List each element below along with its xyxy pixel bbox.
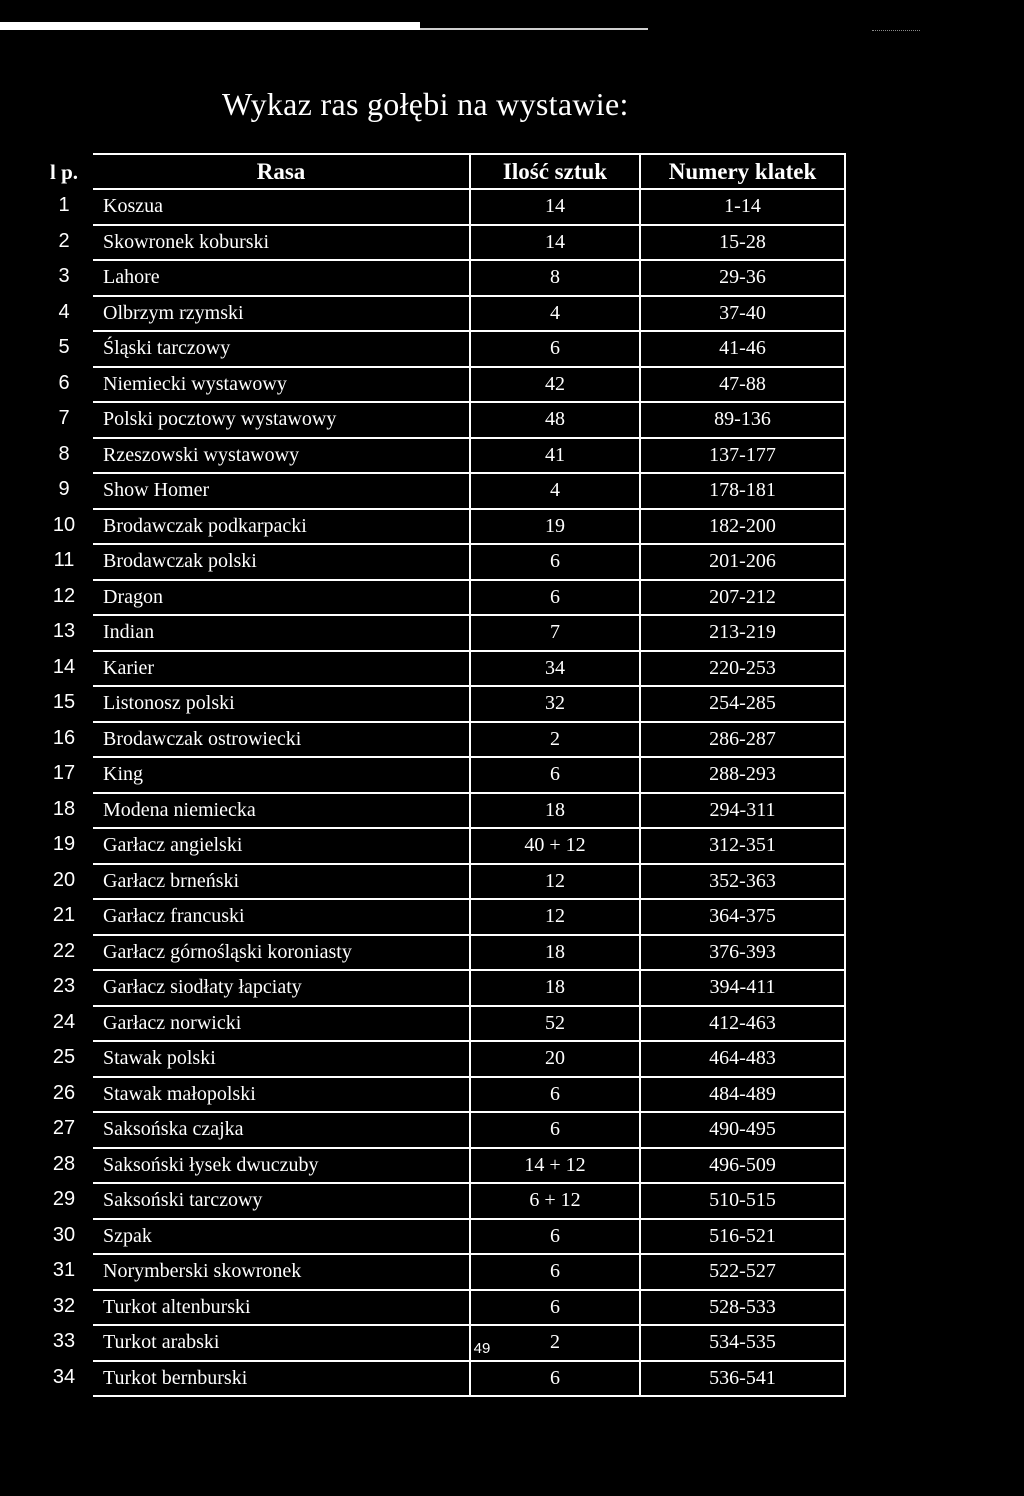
table-row — [93, 616, 844, 652]
table-body — [93, 190, 844, 1395]
cell-lp: 11 — [53, 549, 75, 572]
cell-ilosc: 6 — [469, 1291, 639, 1325]
cell-ilosc: 14 — [469, 226, 639, 260]
table-row — [93, 1291, 844, 1327]
cell-ilosc: 6 — [469, 758, 639, 792]
cell-rasa: Lahore — [103, 266, 160, 289]
cell-rasa: Brodawczak polski — [103, 550, 257, 573]
cell-ilosc: 4 — [469, 297, 639, 331]
cell-rasa: Garłacz norwicki — [103, 1011, 242, 1034]
table-row — [93, 1042, 844, 1078]
cell-lp: 23 — [52, 975, 76, 998]
cell-numery: 364-375 — [639, 900, 844, 934]
cell-rasa: King — [103, 763, 143, 786]
table-header-row — [93, 155, 844, 190]
cell-lp: 15 — [52, 691, 76, 714]
cell-rasa: Garłacz górnośląski koroniasty — [103, 940, 352, 963]
cell-ilosc: 6 — [469, 1255, 639, 1289]
table-row — [93, 687, 844, 723]
cell-rasa: Niemiecki wystawowy — [103, 372, 287, 395]
cell-lp: 27 — [52, 1117, 76, 1140]
table-row — [93, 1007, 844, 1043]
cell-lp: 19 — [52, 833, 76, 856]
cell-lp: 17 — [52, 762, 76, 785]
cell-numery: 15-28 — [639, 226, 844, 260]
cell-numery: 294-311 — [639, 794, 844, 828]
cell-lp: 12 — [52, 584, 76, 607]
cell-lp: 22 — [52, 939, 76, 962]
table-row — [93, 261, 844, 297]
cell-rasa: Stawak małopolski — [103, 1082, 256, 1105]
cell-ilosc: 20 — [469, 1042, 639, 1076]
cell-rasa: Modena niemiecka — [103, 798, 256, 821]
cell-numery: 536-541 — [639, 1362, 844, 1396]
table-row — [93, 829, 844, 865]
cell-rasa: Brodawczak ostrowiecki — [103, 727, 302, 750]
table-row — [93, 332, 844, 368]
cell-ilosc: 18 — [469, 794, 639, 828]
cell-ilosc: 42 — [469, 368, 639, 402]
table-row — [93, 723, 844, 759]
cell-lp: 29 — [52, 1188, 76, 1211]
cell-numery: 182-200 — [639, 510, 844, 544]
cell-rasa: Polski pocztowy wystawowy — [103, 408, 337, 431]
cell-rasa: Brodawczak podkarpacki — [103, 514, 307, 537]
cell-lp: 16 — [52, 726, 76, 749]
cell-numery: 412-463 — [639, 1007, 844, 1041]
cell-lp: 26 — [52, 1081, 76, 1104]
cell-numery: 464-483 — [639, 1042, 844, 1076]
cell-rasa: Garłacz siodłaty łapciaty — [103, 976, 302, 999]
cell-lp: 20 — [52, 868, 76, 891]
cell-rasa: Show Homer — [103, 479, 210, 502]
cell-rasa: Indian — [103, 621, 155, 644]
cell-lp: 24 — [52, 1010, 76, 1033]
cell-numery: 47-88 — [639, 368, 844, 402]
table-row — [93, 1220, 844, 1256]
table-row — [93, 439, 844, 475]
cell-ilosc: 34 — [469, 652, 639, 686]
cell-rasa: Skowronek koburski — [103, 230, 270, 253]
cell-lp: 30 — [52, 1223, 76, 1246]
table-row — [93, 1078, 844, 1114]
table-row — [93, 865, 844, 901]
cell-rasa: Śląski tarczowy — [103, 337, 231, 360]
cell-numery: 516-521 — [639, 1220, 844, 1254]
cell-ilosc: 12 — [469, 865, 639, 899]
cell-rasa: Rzeszowski wystawowy — [103, 443, 300, 466]
cell-lp: 5 — [58, 336, 70, 359]
table-row — [93, 794, 844, 830]
scan-top-dots — [872, 30, 920, 31]
cell-numery: 286-287 — [639, 723, 844, 757]
cell-rasa: Norymberski skowronek — [103, 1260, 302, 1283]
table-row — [93, 297, 844, 333]
table-row — [93, 545, 844, 581]
cell-rasa: Garłacz francuski — [103, 905, 245, 928]
cell-rasa: Garłacz brneński — [103, 869, 240, 892]
cell-numery: 288-293 — [639, 758, 844, 792]
table-row — [93, 971, 844, 1007]
cell-lp: 13 — [52, 620, 76, 643]
cell-numery: 510-515 — [639, 1184, 844, 1218]
cell-ilosc: 6 — [469, 332, 639, 366]
cell-ilosc: 40 + 12 — [469, 829, 639, 863]
cell-lp: 31 — [52, 1259, 76, 1282]
cell-ilosc: 6 — [469, 581, 639, 615]
cell-ilosc: 6 — [469, 1113, 639, 1147]
cell-lp: 8 — [58, 442, 70, 465]
cell-ilosc: 4 — [469, 474, 639, 508]
cell-rasa: Dragon — [103, 585, 163, 608]
cell-numery: 89-136 — [639, 403, 844, 437]
cell-rasa: Listonosz polski — [103, 692, 235, 715]
breeds-table — [93, 153, 846, 1397]
cell-lp: 18 — [52, 797, 76, 820]
cell-rasa: Stawak polski — [103, 1047, 216, 1070]
cell-rasa: Koszua — [103, 195, 163, 218]
cell-numery: 254-285 — [639, 687, 844, 721]
cell-ilosc: 8 — [469, 261, 639, 295]
cell-numery: 207-212 — [639, 581, 844, 615]
cell-numery: 201-206 — [639, 545, 844, 579]
table-row — [93, 403, 844, 439]
table-row — [93, 510, 844, 546]
table-row — [93, 1362, 844, 1396]
table-row — [93, 226, 844, 262]
cell-ilosc: 18 — [469, 936, 639, 970]
cell-rasa: Olbrzym rzymski — [103, 301, 244, 324]
cell-lp: 2 — [58, 229, 70, 252]
cell-numery: 484-489 — [639, 1078, 844, 1112]
table-row — [93, 190, 844, 226]
cell-ilosc: 12 — [469, 900, 639, 934]
cell-ilosc: 52 — [469, 1007, 639, 1041]
cell-lp: 14 — [52, 655, 76, 678]
cell-lp: 34 — [52, 1365, 76, 1388]
cell-numery: 534-535 — [639, 1326, 844, 1360]
page-number: 49 — [473, 1340, 491, 1357]
cell-numery: 496-509 — [639, 1149, 844, 1183]
cell-numery: 1-14 — [639, 190, 844, 224]
cell-rasa: Saksońska czajka — [103, 1118, 244, 1141]
scan-top-bar — [0, 22, 420, 30]
cell-ilosc: 6 — [469, 1078, 639, 1112]
cell-rasa: Saksoński łysek dwuczuby — [103, 1153, 319, 1176]
cell-lp: 28 — [52, 1152, 76, 1175]
table-row — [93, 936, 844, 972]
cell-ilosc: 7 — [469, 616, 639, 650]
cell-rasa: Saksoński tarczowy — [103, 1189, 263, 1212]
table-row — [93, 900, 844, 936]
table-row — [93, 1113, 844, 1149]
page-title: Wykaz ras gołębi na wystawie: — [222, 86, 629, 122]
cell-ilosc: 6 + 12 — [469, 1184, 639, 1218]
cell-numery: 312-351 — [639, 829, 844, 863]
cell-ilosc: 48 — [469, 403, 639, 437]
cell-lp: 25 — [52, 1046, 76, 1069]
table-row — [93, 1184, 844, 1220]
header-numery: Numery klatek — [639, 155, 844, 188]
cell-numery: 41-46 — [639, 332, 844, 366]
cell-rasa: Turkot altenburski — [103, 1295, 251, 1318]
lp-column — [36, 188, 92, 1395]
cell-ilosc: 19 — [469, 510, 639, 544]
table-row — [93, 368, 844, 404]
cell-numery: 220-253 — [639, 652, 844, 686]
cell-lp: 10 — [52, 513, 76, 536]
cell-rasa: Turkot arabski — [103, 1331, 220, 1354]
table-row — [93, 758, 844, 794]
cell-lp: 33 — [52, 1330, 76, 1353]
cell-numery: 137-177 — [639, 439, 844, 473]
cell-ilosc: 2 — [469, 723, 639, 757]
cell-lp: 4 — [58, 300, 70, 323]
cell-rasa: Karier — [103, 656, 155, 679]
cell-lp: 3 — [58, 265, 70, 288]
table-row — [93, 1255, 844, 1291]
cell-numery: 522-527 — [639, 1255, 844, 1289]
cell-numery: 394-411 — [639, 971, 844, 1005]
scan-top-rule — [420, 28, 648, 30]
table-row — [93, 1149, 844, 1185]
cell-lp: 6 — [58, 371, 70, 394]
cell-numery: 528-533 — [639, 1291, 844, 1325]
cell-numery: 29-36 — [639, 261, 844, 295]
cell-numery: 490-495 — [639, 1113, 844, 1147]
header-ilosc: Ilość sztuk — [469, 155, 639, 188]
cell-numery: 352-363 — [639, 865, 844, 899]
cell-ilosc: 14 — [469, 190, 639, 224]
cell-rasa: Turkot bernburski — [103, 1366, 248, 1389]
cell-ilosc: 2 — [469, 1326, 639, 1360]
cell-ilosc: 6 — [469, 545, 639, 579]
table-row — [93, 581, 844, 617]
cell-numery: 178-181 — [639, 474, 844, 508]
header-rasa: Rasa — [256, 158, 306, 184]
table-row — [93, 652, 844, 688]
cell-numery: 37-40 — [639, 297, 844, 331]
lp-column-header: l p. — [49, 160, 78, 184]
cell-lp: 1 — [58, 194, 70, 217]
cell-lp: 32 — [52, 1294, 76, 1317]
cell-ilosc: 6 — [469, 1220, 639, 1254]
cell-numery: 376-393 — [639, 936, 844, 970]
cell-ilosc: 6 — [469, 1362, 639, 1396]
cell-ilosc: 41 — [469, 439, 639, 473]
cell-lp: 9 — [58, 478, 70, 501]
table-row — [93, 474, 844, 510]
cell-ilosc: 18 — [469, 971, 639, 1005]
cell-lp: 7 — [58, 407, 70, 430]
cell-rasa: Garłacz angielski — [103, 834, 243, 857]
cell-ilosc: 32 — [469, 687, 639, 721]
cell-lp: 21 — [52, 904, 76, 927]
cell-numery: 213-219 — [639, 616, 844, 650]
cell-ilosc: 14 + 12 — [469, 1149, 639, 1183]
cell-rasa: Szpak — [103, 1224, 152, 1247]
